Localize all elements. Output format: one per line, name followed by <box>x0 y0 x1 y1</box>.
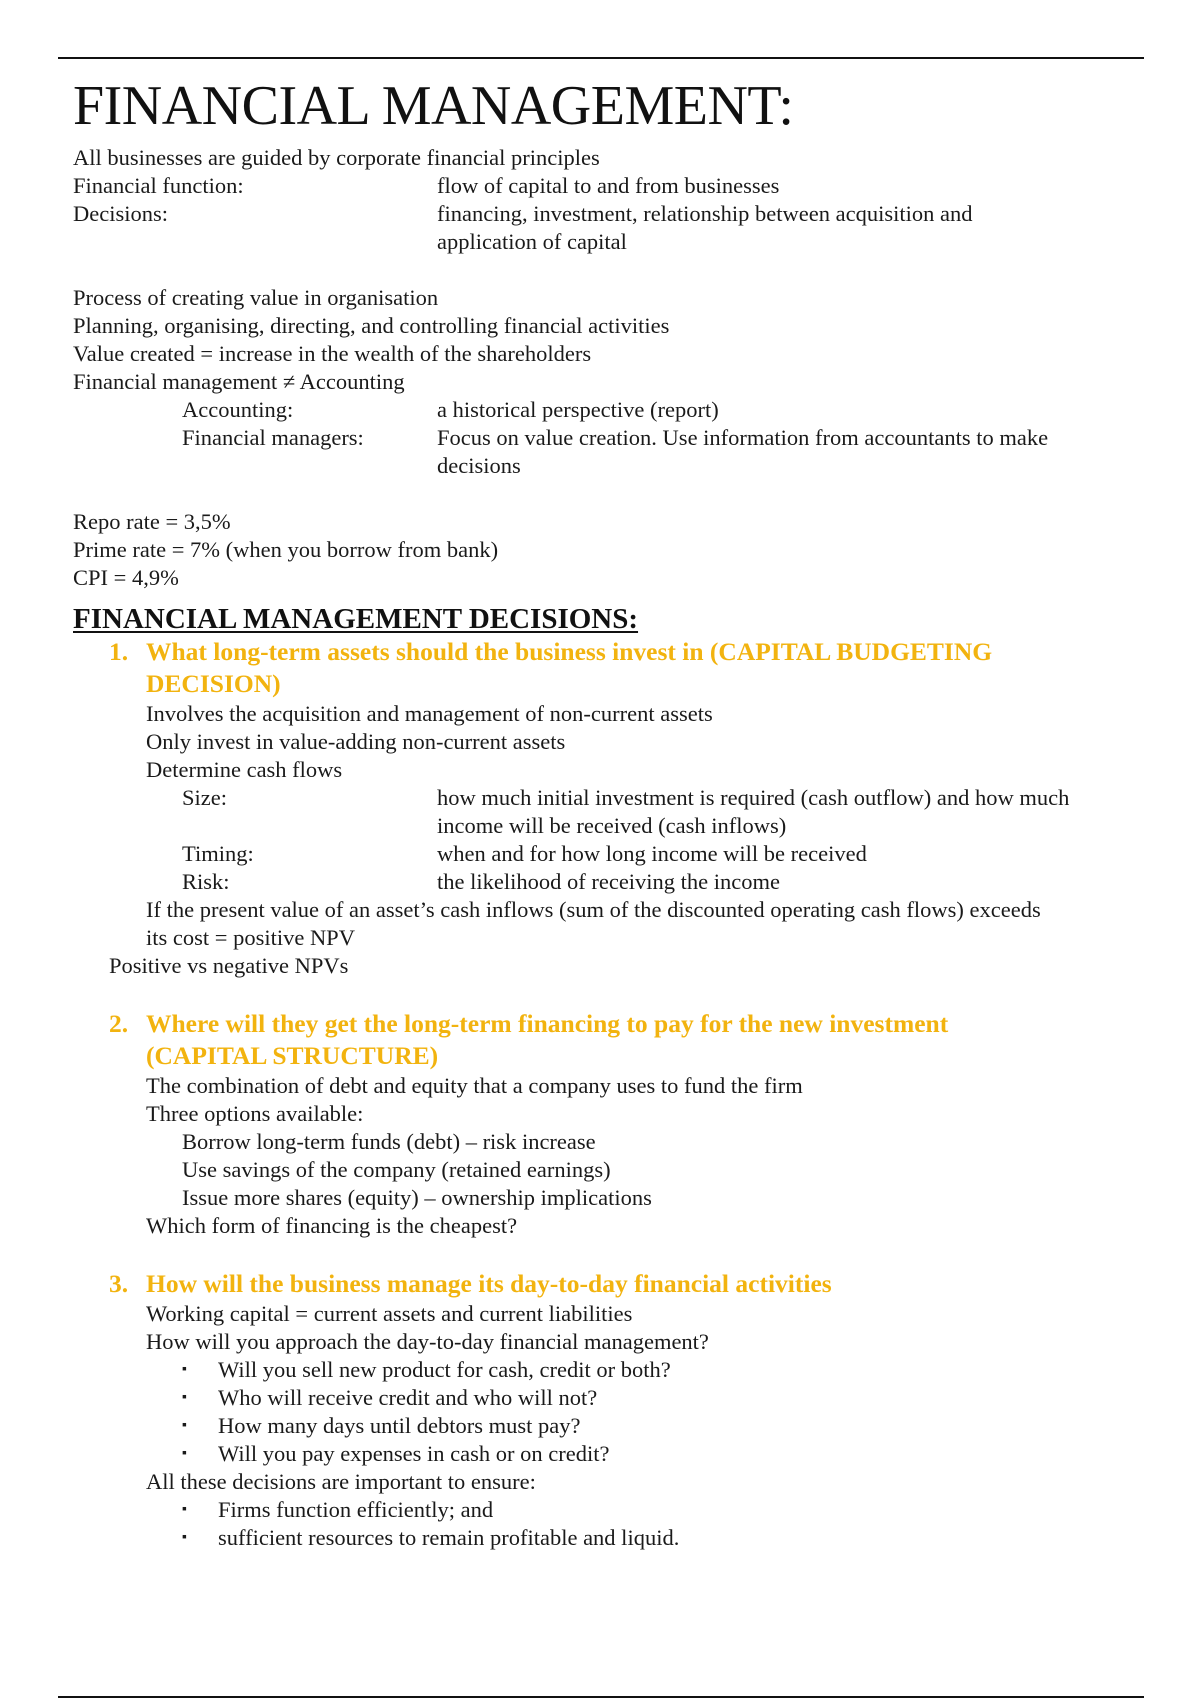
q3-bullet-1: Will you sell new product for cash, credit or both? <box>218 1357 671 1382</box>
bottom-rule <box>58 1696 1144 1698</box>
process-line-2: Planning, organising, directing, and controlling financial activities <box>73 313 670 338</box>
q3-bullet-6: sufficient resources to remain profitable and liquid. <box>218 1525 680 1550</box>
size-row <box>73 784 1143 840</box>
financial-managers-label: Financial managers: <box>182 425 364 450</box>
decisions-row <box>73 200 1143 256</box>
timing-value: when and for how long income will be received <box>437 841 867 866</box>
q3-bullet-2: Who will receive credit and who will not? <box>218 1385 598 1410</box>
bullet-icon: ▪ <box>182 1530 187 1545</box>
size-value: how much initial investment is required (cash outflow) and how much <box>437 785 1070 810</box>
bullet-icon: ▪ <box>182 1502 187 1517</box>
q2-option-2: Use savings of the company (retained earnings) <box>182 1157 611 1182</box>
q1-title: What long-term assets should the business invest in (CAPITAL BUDGETING <box>146 637 993 666</box>
risk-row <box>73 868 1143 896</box>
q2-line-3: Which form of financing is the cheapest? <box>146 1213 518 1238</box>
list-item <box>73 1356 1143 1384</box>
q3-line-2: How will you approach the day-to-day financial management? <box>146 1329 709 1354</box>
financial-managers-value: Focus on value creation. Use information from accountants to make <box>437 425 1049 450</box>
document-page <box>73 76 1143 1552</box>
accounting-value: a historical perspective (report) <box>437 397 719 422</box>
q2-line-2: Three options available: <box>146 1101 364 1126</box>
list-item <box>73 1524 1143 1552</box>
bullet-icon: ▪ <box>182 1446 187 1461</box>
q1-heading <box>73 636 1143 700</box>
list-item <box>73 1496 1143 1524</box>
q2-option-1: Borrow long-term funds (debt) – risk increase <box>182 1129 596 1154</box>
top-rule <box>58 57 1144 59</box>
q3-bullet-5: Firms function efficiently; and <box>218 1497 494 1522</box>
q3-number: 3. <box>109 1269 129 1298</box>
q3-title: How will the business manage its day-to-day financial activities <box>146 1269 832 1298</box>
q2-heading <box>73 1008 1143 1072</box>
q2-line-1: The combination of debt and equity that a company uses to fund the firm <box>146 1073 803 1098</box>
timing-row <box>73 840 1143 868</box>
decisions-label: Decisions: <box>73 201 168 226</box>
process-line-4: Financial management ≠ Accounting <box>73 369 405 394</box>
process-line-3: Value created = increase in the wealth of the shareholders <box>73 341 592 366</box>
q1-line-5: its cost = positive NPV <box>146 925 355 950</box>
q3-bullet-4: Will you pay expenses in cash or on credit? <box>218 1441 610 1466</box>
decisions-value-cont: application of capital <box>437 229 627 254</box>
q1-line-2: Only invest in value-adding non-current assets <box>146 729 566 754</box>
size-value-cont: income will be received (cash inflows) <box>437 813 787 838</box>
timing-label: Timing: <box>182 841 254 866</box>
q3-heading <box>73 1268 1143 1300</box>
page-title: FINANCIAL MANAGEMENT: <box>73 75 794 137</box>
q2-option-3: Issue more shares (equity) – ownership implications <box>182 1185 652 1210</box>
intro-line: All businesses are guided by corporate financial principles <box>73 145 600 170</box>
list-item <box>73 1412 1143 1440</box>
q3-line-1: Working capital = current assets and current liabilities <box>146 1301 633 1326</box>
q1-line-6: Positive vs negative NPVs <box>109 953 349 978</box>
financial-function-row <box>73 172 1143 200</box>
q2-title-cont: (CAPITAL STRUCTURE) <box>146 1041 439 1070</box>
bullet-icon: ▪ <box>182 1390 187 1405</box>
q1-number: 1. <box>109 637 129 666</box>
financial-managers-row <box>73 424 1143 480</box>
q2-number: 2. <box>109 1009 129 1038</box>
financial-function-value: flow of capital to and from businesses <box>437 173 780 198</box>
bullet-icon: ▪ <box>182 1362 187 1377</box>
q2-title: Where will they get the long-term financing to pay for the new investment <box>146 1009 949 1038</box>
q3-bullet-3: How many days until debtors must pay? <box>218 1413 581 1438</box>
size-label: Size: <box>182 785 227 810</box>
prime-rate: Prime rate = 7% (when you borrow from bank) <box>73 537 499 562</box>
accounting-label: Accounting: <box>182 397 294 422</box>
risk-label: Risk: <box>182 869 230 894</box>
decisions-value: financing, investment, relationship between acquisition and <box>437 201 973 226</box>
q1-title-cont: DECISION) <box>146 669 281 698</box>
financial-managers-value-cont: decisions <box>437 453 521 478</box>
q1-line-3: Determine cash flows <box>146 757 343 782</box>
decisions-heading: FINANCIAL MANAGEMENT DECISIONS: <box>73 603 639 635</box>
bullet-icon: ▪ <box>182 1418 187 1433</box>
q1-line-1: Involves the acquisition and management of non-current assets <box>146 701 713 726</box>
financial-function-label: Financial function: <box>73 173 244 198</box>
list-item <box>73 1384 1143 1412</box>
risk-value: the likelihood of receiving the income <box>437 869 781 894</box>
q1-line-4: If the present value of an asset’s cash inflows (sum of the discounted operating cash flows) exceeds <box>146 897 1041 922</box>
cpi-rate: CPI = 4,9% <box>73 565 179 590</box>
accounting-row <box>73 396 1143 424</box>
list-item <box>73 1440 1143 1468</box>
repo-rate: Repo rate = 3,5% <box>73 509 231 534</box>
process-line-1: Process of creating value in organisation <box>73 285 439 310</box>
q3-line-3: All these decisions are important to ensure: <box>146 1469 536 1494</box>
